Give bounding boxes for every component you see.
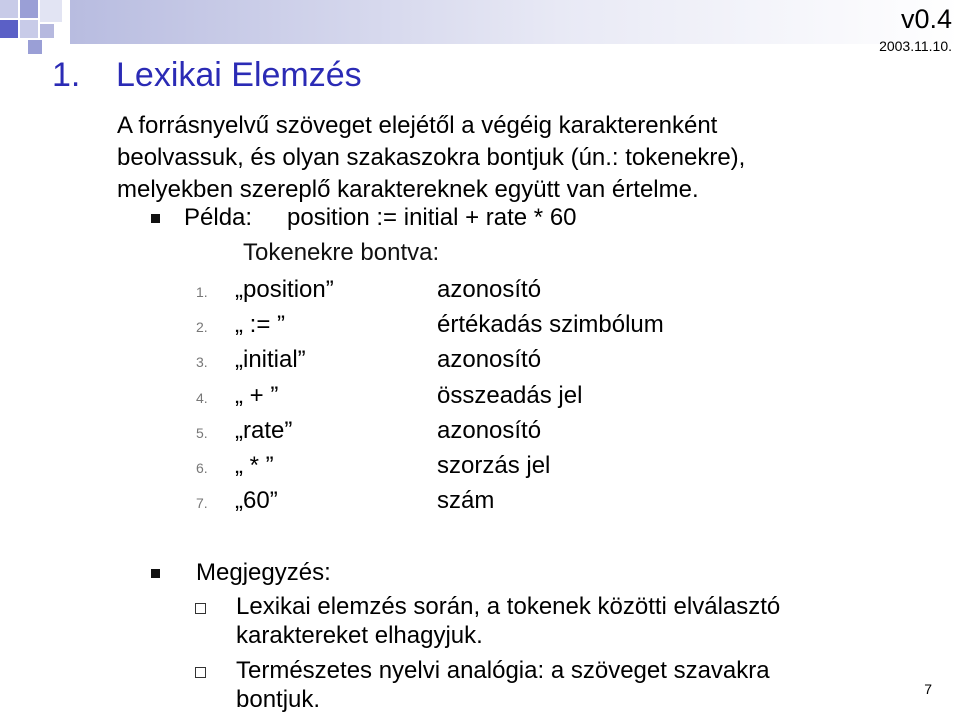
token-text: „ := ” [235,311,286,338]
title-text: Lexikai Elemzés [116,56,362,94]
title-number: 1. [52,56,81,94]
token-number: 3. [196,354,208,370]
bullet-icon [151,569,160,578]
token-kind: szám [437,487,495,514]
token-kind: szorzás jel [437,452,551,479]
token-number: 4. [196,390,208,406]
token-kind: azonosító [437,417,542,444]
token-text: „60” [235,487,278,514]
token-text: „ + ” [235,382,279,409]
intro-paragraph: A forrásnyelvű szöveget elejétől a végéig karakterenként beolvassuk, és olyan szakaszokra bontjuk (ún.: tokenekre), melyekben szereplő karaktereknek együtt van értelme. [117,112,746,203]
hollow-square-icon [195,667,206,678]
token-text: „rate” [235,417,293,444]
token-text: „initial” [235,346,306,373]
slide-title [52,56,362,95]
token-kind: értékadás szimbólum [437,311,664,338]
example-expression: position := initial + rate * 60 [287,204,577,231]
token-number: 2. [196,319,208,335]
corner-square [0,20,18,38]
bullet-icon [151,214,160,223]
token-number: 7. [196,495,208,511]
corner-square [28,40,42,54]
token-kind: összeadás jel [437,382,583,409]
token-kind: azonosító [437,276,542,303]
corner-square [20,0,38,18]
token-number: 6. [196,460,208,476]
corner-square [0,0,18,18]
corner-square [40,24,54,38]
version-label: v0.4 [900,4,952,34]
page-number: 7 [924,681,932,697]
note-line: Lexikai elemzés során, a tokenek közötti elválasztó [236,593,781,620]
date-label: 2003.11.10. [879,38,952,54]
example-label: Példa: [184,204,253,231]
token-text: „ * ” [235,452,274,479]
corner-square [20,20,38,38]
token-kind: azonosító [437,346,542,373]
note-line: karaktereket elhagyjuk. [236,622,483,649]
note-line: Természetes nyelvi analógia: a szöveget szavakra [236,657,770,684]
token-number: 1. [196,284,208,300]
note-line: bontjuk. [236,686,321,713]
header-bar [70,0,960,44]
example-subtitle: Tokenekre bontva: [243,239,440,266]
token-text: „position” [235,276,334,303]
corner-square [40,0,62,22]
token-number: 5. [196,425,208,441]
hollow-square-icon [195,603,206,614]
notes-label: Megjegyzés: [196,559,331,586]
